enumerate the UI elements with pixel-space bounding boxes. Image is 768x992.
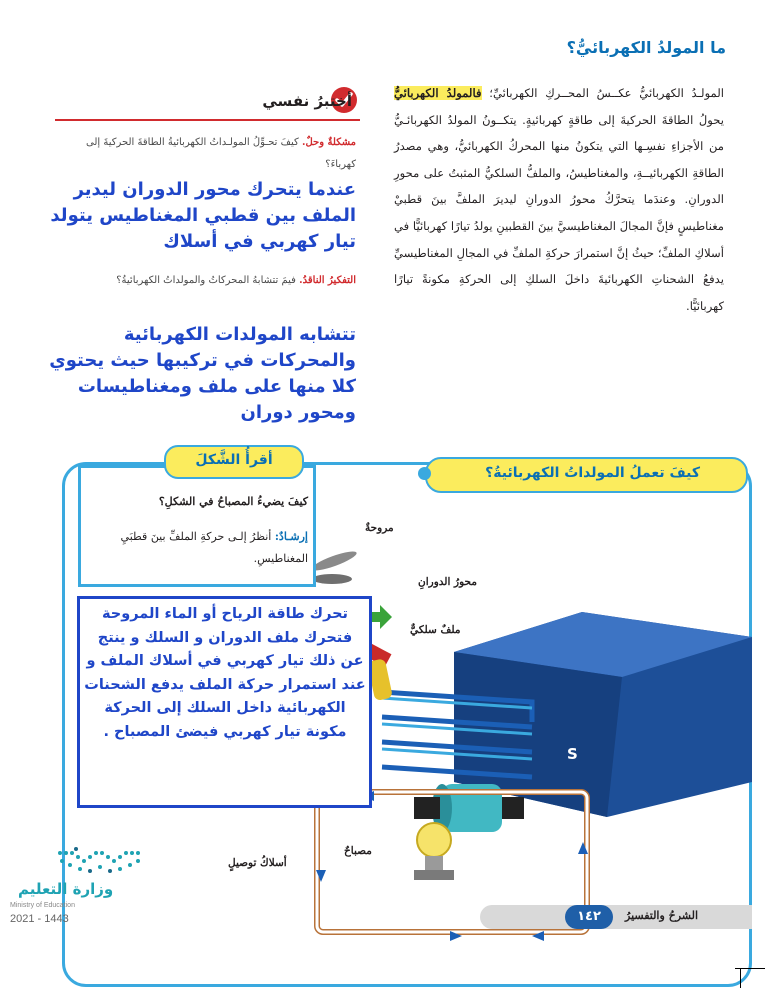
page-number: ١٤٢ (565, 905, 613, 929)
para-part2: يحولُ الطاقةَ الحركيةَ إلى طاقةٍ كهربائيةٍ. يتكــونُ المولدُ الكهربائـيُّ من الأجزاءِ نفسِـها التي يتكونُ منها المحركُ الكهربائيُّ، وهي مصدرُ الطاقةِ الكهربائيــةِ، والمغناطيسُ، والملفُّ السلكيُّ المثبتُ على محورِ الدورانِ. وعندَما يتحرَّكُ محورُ الدورانِ ليديرَ الملفَّ بينَ قطبيْ مغناطيسٍ فإنَّ المجالَ المغناطيسيَّ بينَ القطبينِ يولدُ تيارًا كهربائيًّا في أسلاكِ الملفِّ؛ حيثُ إنَّ استمرارَ حركةِ الملفِّ في المجالِ المغناطيسيِّ يدفعُ الشحناتِ الكهربائيةَ داخلَ السلكِ إلى الحركةِ مكونةً تيارًا كهربائيًّا. (394, 112, 724, 313)
key-term-highlight: فالمولدُ الكهربائيُّ (394, 86, 482, 100)
question-2-text: فيمَ تتشابهُ المحركاتُ والمولداتُ الكهربائيةُ؟ (116, 275, 296, 286)
read-figure-question: كيفَ يضيءُ المصباحُ في الشكلِ؟ (158, 495, 308, 508)
section-title: ما المولدُ الكهربائيُّ؟ (566, 38, 726, 57)
label-wires: أسلاكُ توصيلٍ (228, 857, 287, 869)
bullet-icon (418, 467, 431, 480)
hint-text: أنظرُ إلـى حركةِ الملفِّ بينَ قطبَيِ المغناطيسِ. (120, 530, 308, 565)
fan-blade (310, 548, 359, 574)
hint-head: إرشـادٌ: (274, 530, 308, 543)
crop-mark (740, 968, 741, 988)
label-coil: ملفٌ سلكيٌّ (410, 624, 461, 636)
question-1-text: كيفَ تحـوِّلُ المولـداتُ الكهربائيةُ الطاقةَ الحركيةَ إلى كهرباءَ؟ (86, 137, 356, 170)
footer-bar (480, 905, 752, 929)
ministry-name-en: Ministry of Education (10, 902, 75, 909)
crop-mark (735, 968, 765, 969)
answer-2: تتشابه المولدات الكهربائية والمحركات في تركيبها حيث يحتوي كلا منها على ملف ومغناطيسات ومحور دوران (49, 324, 356, 423)
para-part1: المولـدُ الكهربائيُّ عكــسُ المحــركِ الكهربائيِّ؛ (489, 86, 725, 100)
read-figure-title: أقرأُ الشَّكلَ (195, 452, 273, 468)
answer-1: عندما يتحرك محور الدوران ليدير الملف بين قطبي المغناطيس يتولد تيار كهربي في أسلاك (50, 179, 356, 252)
label-bulb: مصباحٌ (344, 845, 372, 857)
section-paragraph (394, 80, 724, 319)
label-axis: محورُ الدورانِ (418, 576, 477, 588)
bulb-icon (417, 823, 451, 857)
question-1-head: مشكلةٌ وحلٌ. (301, 137, 356, 148)
question-1 (56, 132, 356, 176)
fan-blade (312, 574, 352, 584)
ministry-name-ar: وزارة التعليم (18, 880, 114, 898)
edition-year: 2021 - 1443 (10, 913, 69, 925)
question-2 (56, 270, 356, 292)
divider (55, 119, 360, 121)
ministry-logo-icon (50, 845, 150, 879)
label-fan: مروحةٌ (365, 522, 394, 534)
footer-label: الشرحُ والتفسيرُ (625, 909, 699, 922)
figure-answer: تحرك طاقة الرياح أو الماء المروحة فتحرك ملف الدوران و السلك و ينتج عن ذلك تيار كهربي في أسلاك الملف و عند استمرار حركة الملف يدفع الشحنات الكهربائية داخل السلك إلى الحركة مكونة تيار كهربي فيضئ المصباح . (84, 606, 366, 740)
label-magnet-pole: S (567, 745, 578, 763)
figure-title: كيفَ تعملُ المولداتُ الكهربائيةُ؟ (485, 465, 700, 481)
question-2-head: التفكيرُ الناقدُ. (299, 275, 356, 286)
self-check-title: أختبرُ نفسي (262, 92, 352, 110)
read-figure-hint (88, 526, 308, 570)
